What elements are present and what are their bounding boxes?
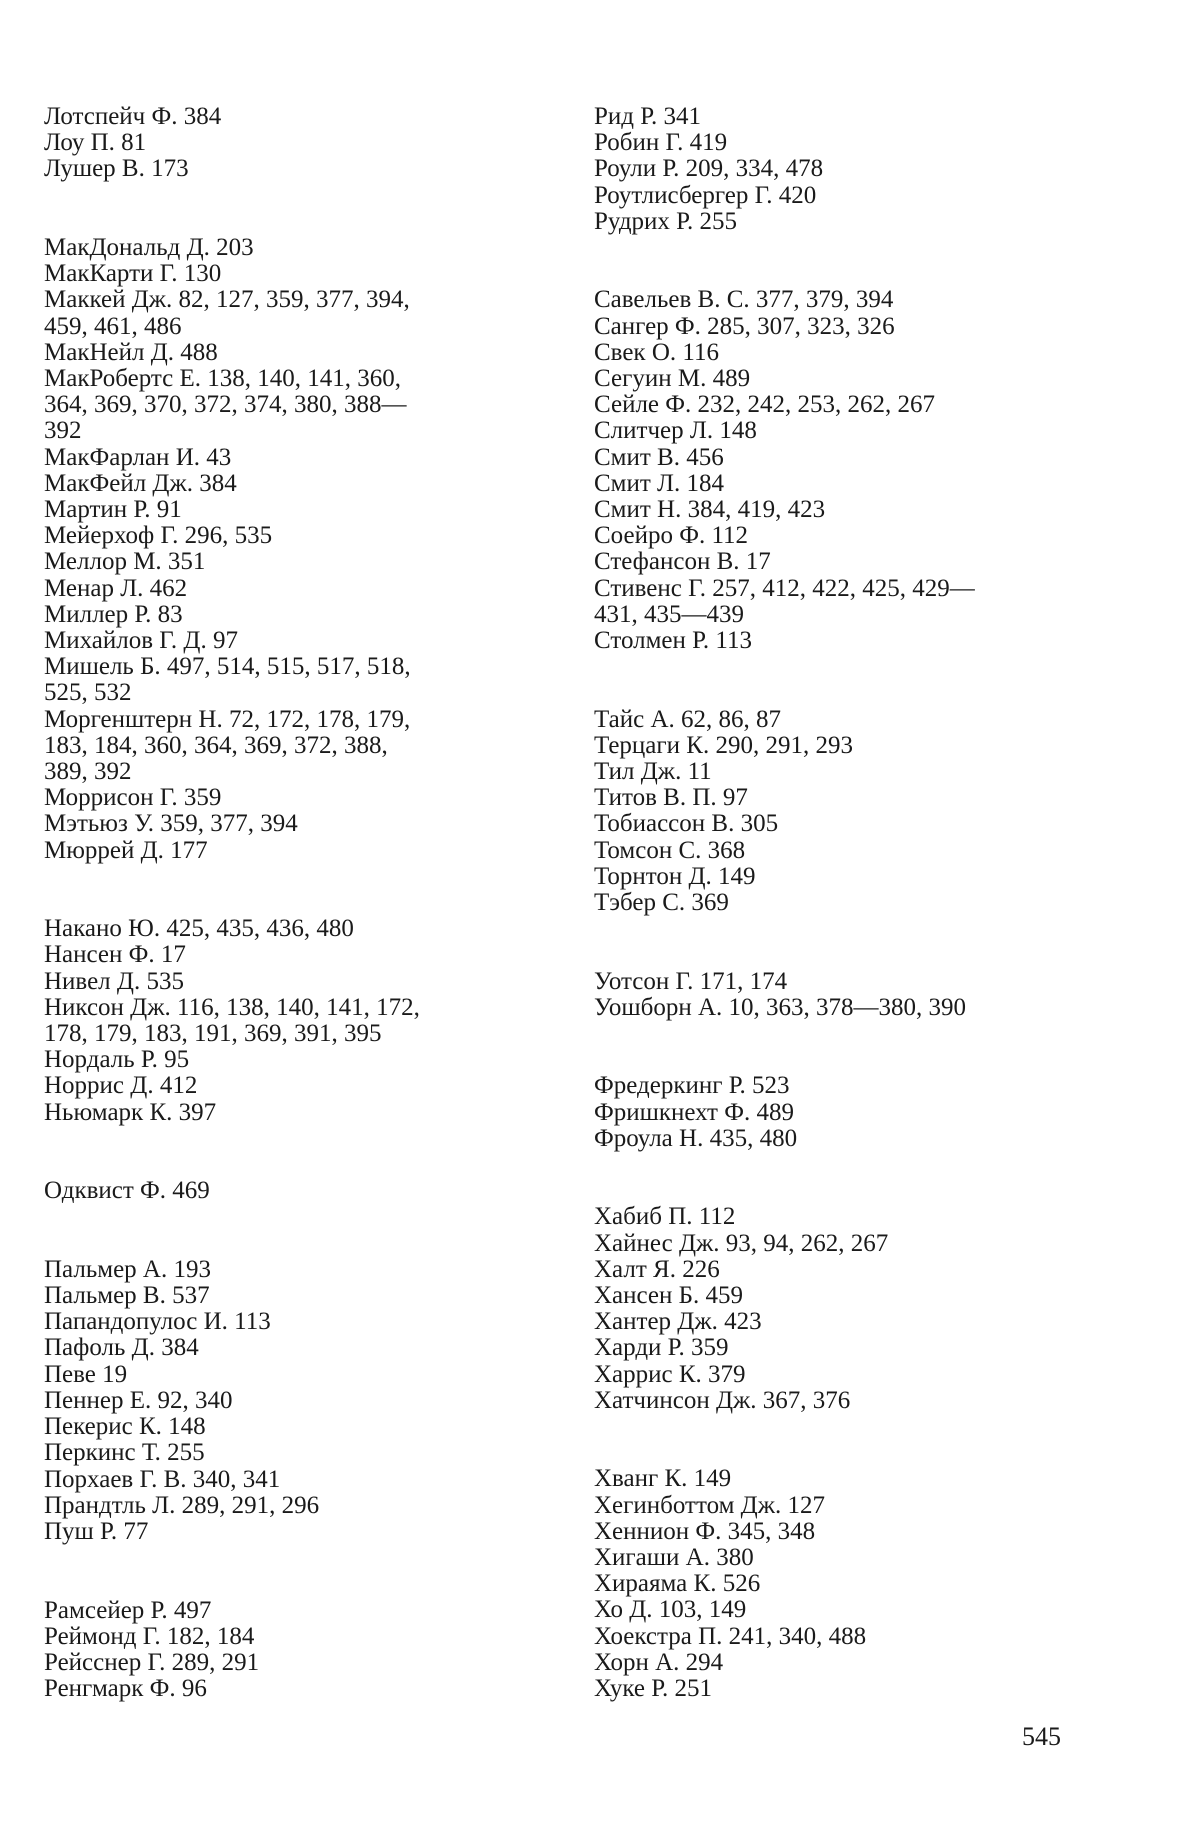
index-letter-group [44,1598,544,1703]
index-entry-line: Певе 19 [44,1360,128,1388]
index-letter-group [44,235,544,864]
index-letter-group [44,1178,544,1204]
letter-group-gap [44,864,544,916]
index-letter-group [44,1257,544,1545]
index-entry [594,838,1114,864]
index-entry-line: Хабиб П. 112 [594,1203,736,1231]
index-entry-line: 431, 435—439 [594,600,744,628]
index-entry [44,1335,544,1361]
index-entry [594,156,1114,182]
index-entry [594,1493,1114,1519]
index-entry-line: Ренгмарк Ф. 96 [44,1675,207,1703]
index-entry-line: Пальмер А. 193 [44,1255,211,1283]
index-entry-line: Хванг К. 149 [594,1465,732,1493]
index-entry-line: Моргенштерн Н. 72, 172, 178, 179, [44,705,411,733]
index-entry-line: Слитчер Л. 148 [594,417,757,445]
index-entry-line: Маккей Дж. 82, 127, 359, 377, 394, [44,286,410,314]
letter-group-gap [594,1414,1114,1466]
index-entry [44,1650,544,1676]
index-column-right [594,104,1114,1702]
index-entry [594,314,1114,340]
index-entry-line: Ньюмарк К. 397 [44,1098,217,1126]
index-entry [44,130,544,156]
index-entry-line: Столмен Р. 113 [594,627,752,655]
index-entry-line: Свек О. 116 [594,338,719,366]
index-entry-line: Перкинс Т. 255 [44,1439,205,1467]
index-entry-line: Хигаши А. 380 [594,1544,754,1572]
index-entry [594,1073,1114,1099]
index-entry-line: 178, 179, 183, 191, 369, 391, 395 [44,1020,382,1048]
index-entry [44,1493,544,1519]
index-entry-line: Нансен Ф. 17 [44,941,186,969]
index-entry [44,549,544,575]
index-entry-line: Харрис К. 379 [594,1360,746,1388]
index-entry [594,969,1114,995]
index-entry [594,471,1114,497]
index-entry [44,104,544,130]
index-entry [594,1388,1114,1414]
index-entry [44,811,544,837]
index-entry-line: Мэтьюз У. 359, 377, 394 [44,810,298,838]
index-entry-line: 525, 532 [44,679,132,707]
index-entry-line: Торнтон Д. 149 [594,862,756,890]
letter-group-gap [44,1126,544,1178]
index-entry [44,1283,544,1309]
index-entry [594,1283,1114,1309]
index-entry [44,523,544,549]
index-entry-line: Хегинботтом Дж. 127 [594,1491,825,1519]
index-entry [44,628,544,654]
index-entry [594,1466,1114,1492]
index-entry [594,1624,1114,1650]
index-letter-group [594,1466,1114,1702]
index-entry-line: Хуке Р. 251 [594,1675,713,1703]
index-entry [594,392,1114,418]
index-entry [594,890,1114,916]
index-entry [44,340,544,366]
index-entry-line: Хорн А. 294 [594,1648,724,1676]
index-letter-group [44,104,544,183]
index-entry-line: Норрис Д. 412 [44,1072,198,1100]
index-entry-line: Мартин Р. 91 [44,496,182,524]
index-entry-line: Соейро Ф. 112 [594,522,749,550]
index-entry [594,811,1114,837]
index-entry-line: Титов В. П. 97 [594,784,748,812]
index-entry-line: Хайнес Дж. 93, 94, 262, 267 [594,1229,889,1257]
index-entry [44,235,544,261]
index-entry-line: Рид Р. 341 [594,103,702,130]
index-entry-line: Пеннер Е. 92, 340 [44,1386,233,1414]
index-entry [594,1335,1114,1361]
index-entry [594,1676,1114,1702]
index-entry [594,733,1114,759]
index-entry [594,1309,1114,1335]
index-entry [44,497,544,523]
index-entry-line: Лушер В. 173 [44,155,189,183]
index-letter-group [594,969,1114,1021]
index-entry [44,785,544,811]
index-entry-line: МакКарти Г. 130 [44,260,222,288]
index-entry [594,1231,1114,1257]
index-entry [594,1519,1114,1545]
index-entry-line: Лоу П. 81 [44,129,147,157]
index-entry-line: Рамсейер Р. 497 [44,1596,212,1624]
index-entry-line: Тэбер С. 369 [594,889,729,917]
index-entry [594,759,1114,785]
index-entry [594,707,1114,733]
index-entry [594,1257,1114,1283]
index-entry [594,104,1114,130]
letter-group-gap [44,1545,544,1597]
index-letter-group [594,104,1114,235]
index-entry [594,1126,1114,1152]
index-entry [594,340,1114,366]
index-entry-line: Смит В. 456 [594,443,724,471]
letter-group-gap [594,1021,1114,1073]
index-entry-line: Моррисон Г. 359 [44,784,222,812]
index-entry [44,156,544,182]
index-entry-line: Реймонд Г. 182, 184 [44,1622,255,1650]
index-letter-group [594,1073,1114,1152]
index-entry-line: Лотспейч Ф. 384 [44,103,222,130]
letter-group-gap [594,235,1114,287]
index-entry [44,1257,544,1283]
index-entry [594,497,1114,523]
index-entry-line: Сангер Ф. 285, 307, 323, 326 [594,312,895,340]
index-entry [594,785,1114,811]
index-entry-line: Роутлисбергер Г. 420 [594,181,817,209]
index-entry-line: Прандтль Л. 289, 291, 296 [44,1491,320,1519]
index-entry [44,916,544,942]
index-entry-line: Пуш Р. 77 [44,1517,149,1545]
index-entry-line: Фришкнехт Ф. 489 [594,1098,794,1126]
index-entry [44,942,544,968]
index-entry [44,1178,544,1204]
index-letter-group [44,916,544,1126]
index-entry-line: Фроула Н. 435, 480 [594,1124,798,1152]
index-entry-line: Менар Л. 462 [44,574,188,602]
index-entry-line: Хо Д. 103, 149 [594,1596,747,1624]
index-entry-line: Одквист Ф. 469 [44,1177,210,1205]
index-entry [594,1571,1114,1597]
index-entry [594,183,1114,209]
index-entry-line: Сегуин М. 489 [594,365,751,393]
index-entry [44,1624,544,1650]
index-entry-line: Халт Я. 226 [594,1255,720,1283]
index-entry-line: Хантер Дж. 423 [594,1308,762,1336]
index-entry [44,969,544,995]
index-entry-line: 364, 369, 370, 372, 374, 380, 388— [44,391,407,419]
index-letter-group [594,707,1114,917]
index-entry-line: Рейсснер Г. 289, 291 [44,1648,260,1676]
index-entry-line: Фредеркинг Р. 523 [594,1072,790,1100]
index-entry [44,1362,544,1388]
index-letter-group [594,1204,1114,1414]
index-entry-line: МакФарлан И. 43 [44,443,232,471]
index-entry-line: Нивел Д. 535 [44,967,184,995]
index-entry-line: Тайс А. 62, 86, 87 [594,705,782,733]
index-entry-line: МакРобертс Е. 138, 140, 141, 360, [44,365,402,393]
index-entry [44,1414,544,1440]
index-entry-line: Накано Ю. 425, 435, 436, 480 [44,915,354,943]
index-entry-line: Смит Н. 384, 419, 423 [594,496,826,524]
index-entry-line: Хансен Б. 459 [594,1282,744,1310]
index-entry-line: Томсон С. 368 [594,836,746,864]
index-entry [594,209,1114,235]
index-entry-line: Хеннион Ф. 345, 348 [594,1517,816,1545]
index-entry [594,864,1114,890]
index-entry-line: Тобиассон В. 305 [594,810,779,838]
index-entry-line: Уотсон Г. 171, 174 [594,967,788,995]
index-entry-line: Мюррей Д. 177 [44,836,208,864]
index-entry-line: Пафоль Д. 384 [44,1334,199,1362]
index-entry [44,1598,544,1624]
index-entry-line: МакФейл Дж. 384 [44,469,237,497]
index-entry [44,471,544,497]
index-entry [44,287,544,339]
letter-group-gap [44,1204,544,1256]
index-entry-line: Роули Р. 209, 334, 478 [594,155,824,183]
index-entry [44,1467,544,1493]
index-entry-line: Стивенс Г. 257, 412, 422, 425, 429— [594,574,975,602]
index-entry [44,576,544,602]
index-entry [594,523,1114,549]
index-entry [44,261,544,287]
index-entry-line: Пекерис К. 148 [44,1413,206,1441]
index-entry-line: Нордаль Р. 95 [44,1046,190,1074]
index-entry [594,1362,1114,1388]
index-entry [44,995,544,1047]
index-entry [44,1047,544,1073]
index-entry [44,1519,544,1545]
index-entry-line: Смит Л. 184 [594,469,725,497]
page-number: 545 [1022,1722,1061,1751]
index-entry [594,287,1114,313]
index-entry-line: 459, 461, 486 [44,312,182,340]
index-entry [594,628,1114,654]
index-entry-line: Пальмер В. 537 [44,1282,210,1310]
index-entry-line: Хираяма К. 526 [594,1570,761,1598]
index-column-left [44,104,544,1702]
index-entry [44,1100,544,1126]
index-entry [594,445,1114,471]
index-entry-line: Стефансон В. 17 [594,548,771,576]
index-entry [594,549,1114,575]
index-entry-line: 389, 392 [44,758,132,786]
index-entry [44,1073,544,1099]
index-entry [44,1388,544,1414]
index-entry [594,1204,1114,1230]
letter-group-gap [594,916,1114,968]
index-entry [594,1650,1114,1676]
index-entry-line: Терцаги К. 290, 291, 293 [594,731,853,759]
index-entry [594,130,1114,156]
letter-group-gap [44,183,544,235]
index-entry-line: Миллер Р. 83 [44,600,183,628]
index-letter-group [594,287,1114,654]
index-entry-line: Сейле Ф. 232, 242, 253, 262, 267 [594,391,936,419]
index-entry [594,576,1114,628]
index-entry-line: Папандопулос И. 113 [44,1308,271,1336]
index-entry-line: Мейерхоф Г. 296, 535 [44,522,273,550]
index-entry-line: Мишель Б. 497, 514, 515, 517, 518, [44,653,411,681]
index-entry [44,1309,544,1335]
index-entry [44,654,544,706]
letter-group-gap [594,1152,1114,1204]
index-entry [44,1440,544,1466]
index-entry [44,366,544,445]
index-entry-line: МакДональд Д. 203 [44,234,254,261]
index-entry-line: МакНейл Д. 488 [44,338,218,366]
index-entry-line: Порхаев Г. В. 340, 341 [44,1465,281,1493]
index-entry [44,707,544,786]
index-entry [44,445,544,471]
index-entry [44,1676,544,1702]
index-entry [594,1100,1114,1126]
index-entry [594,418,1114,444]
index-entry-line: Рудрих Р. 255 [594,207,737,235]
index-entry-line: Тил Дж. 11 [594,758,712,786]
index-entry [594,1545,1114,1571]
index-entry-line: Никсон Дж. 116, 138, 140, 141, 172, [44,993,420,1021]
index-entry-line: 183, 184, 360, 364, 369, 372, 388, [44,731,388,759]
index-entry [594,366,1114,392]
index-entry-line: 392 [44,417,82,445]
index-entry-line: Харди Р. 359 [594,1334,729,1362]
index-entry [594,995,1114,1021]
letter-group-gap [594,654,1114,706]
index-entry [44,602,544,628]
index-entry [594,1597,1114,1623]
index-entry-line: Михайлов Г. Д. 97 [44,627,238,655]
index-entry-line: Уошборн А. 10, 363, 378—380, 390 [594,993,967,1021]
index-entry-line: Хоекстра П. 241, 340, 488 [594,1622,867,1650]
index-entry-line: Хатчинсон Дж. 367, 376 [594,1386,851,1414]
index-entry-line: Савельев В. С. 377, 379, 394 [594,286,894,314]
index-entry [44,838,544,864]
index-entry-line: Робин Г. 419 [594,129,728,157]
index-entry-line: Меллор М. 351 [44,548,206,576]
